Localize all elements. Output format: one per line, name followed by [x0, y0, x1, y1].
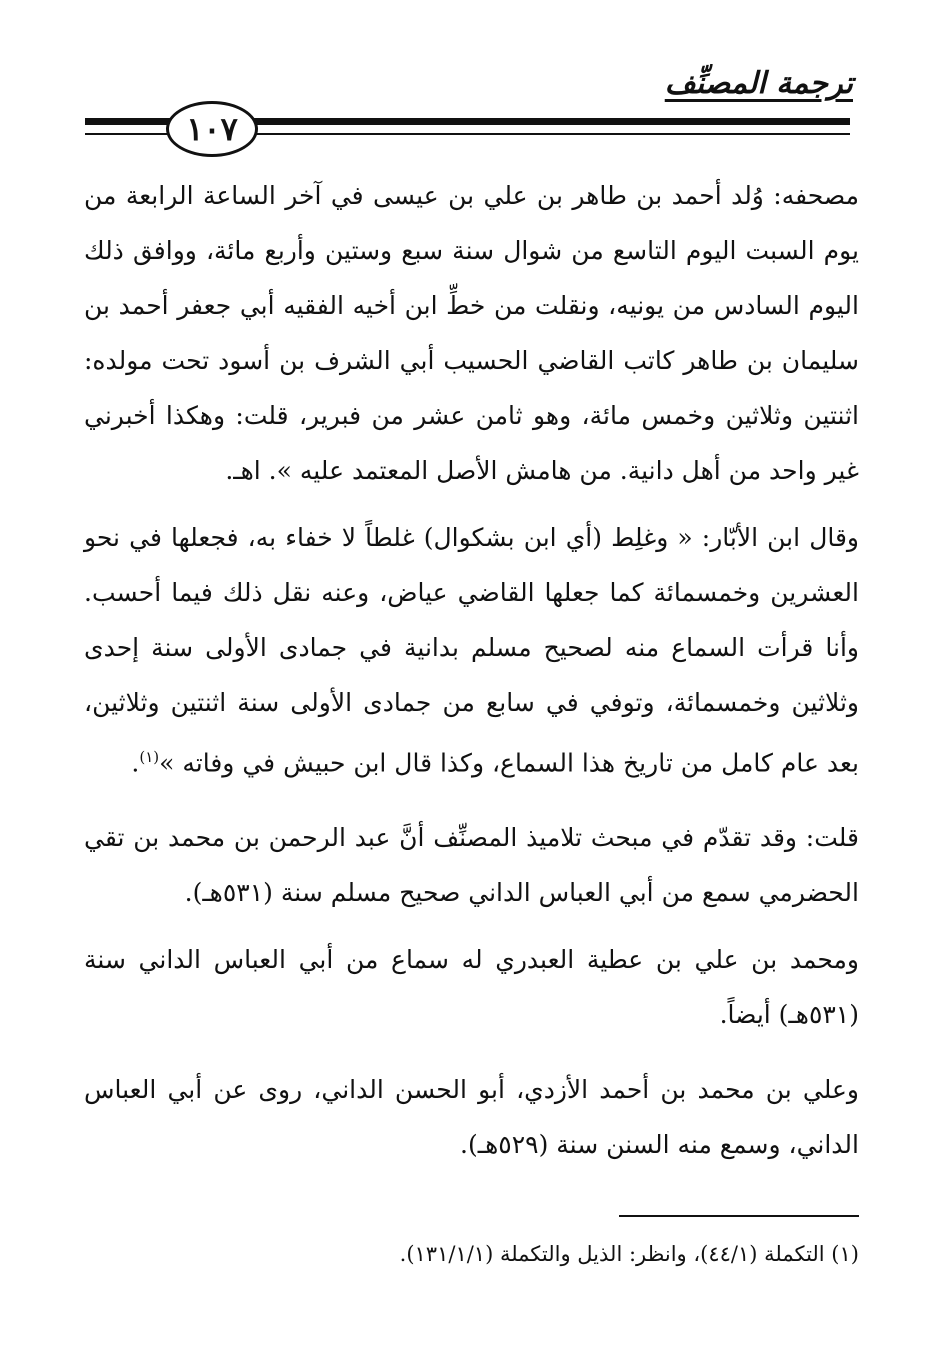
- page-number: ١٠٧: [186, 110, 238, 148]
- paragraph-birth-record: [84, 168, 859, 498]
- paragraph-note-abdulrahman: [84, 810, 859, 920]
- footnote-separator: [619, 1215, 859, 1217]
- paragraph-text: وقال ابن الأبّار: « وغلِط (أي ابن بشكوال) غلطاً لا خفاء به، فجعلها في نحو العشرين وخمسمائة كما جعلها القاضي عياض، وعنه نقل ذلك فيما أحسب. وأنا قرأت السماع منه لصحيح مسلم بدانية في جمادى الأولى سنة إحدى وثلاثين وخمسمائة، وتوفي في سابع من جمادى الأولى سنة اثنتين وثلاثين، بعد عام كامل من تاريخ هذا السماع، وكذا قال ابن حبيش في وفاته »: [84, 523, 859, 778]
- paragraph-text: مصحفه: وُلد أحمد بن طاهر بن علي بن عيسى في آخر الساعة الرابعة من يوم السبت اليوم التاسع من شوال سنة سبع وستين وأربع مائة، ووافق ذلك اليوم السادس من يونيه، ونقلت من خطِّ ابن أخيه الفقيه أبي جعفر أحمد بن سليمان بن طاهر كاتب القاضي الحسيب أبي الشرف بن أسود تحت مولده: اثنتين وثلاثين وخمس مائة، وهو ثامن عشر من فبرير، قلت: وهكذا أخبرني غير واحد من أهل دانية. من هامش الأصل المعتمد عليه ». اهـ.: [84, 181, 859, 485]
- paragraph-text: وعلي بن محمد بن أحمد الأزدي، أبو الحسن الداني، روى عن أبي العباس الداني، وسمع منه السنن سنة (٥٢٩هـ).: [84, 1075, 859, 1160]
- paragraph-text: قلت: وقد تقدّم في مبحث تلاميذ المصنِّف أنَّ عبد الرحمن بن محمد بن تقي الحضرمي سمع من أبي العباس الداني صحيح مسلم سنة (٥٣١هـ).: [84, 823, 859, 908]
- page-number-oval: [166, 101, 258, 157]
- footnote-reference[interactable]: (١): [139, 748, 160, 766]
- paragraph-muhammad-ibn-atiyya: [84, 932, 859, 1042]
- paragraph-text: ومحمد بن علي بن عطية العبدري له سماع من أبي العباس الداني سنة (٥٣١هـ) أيضاً.: [84, 945, 859, 1030]
- paragraph-ali-al-azdi: [84, 1062, 859, 1172]
- main-text: [84, 168, 859, 1184]
- running-title: ترجمة المصنِّف: [664, 66, 853, 101]
- footnote: (١) التكملة (٤٤/١)، وانظر: الذيل والتكملة (١٣١/١/١).: [399, 1242, 859, 1266]
- sentence-end: .: [131, 748, 140, 778]
- paragraph-ibn-al-abbar-quote: [84, 510, 859, 790]
